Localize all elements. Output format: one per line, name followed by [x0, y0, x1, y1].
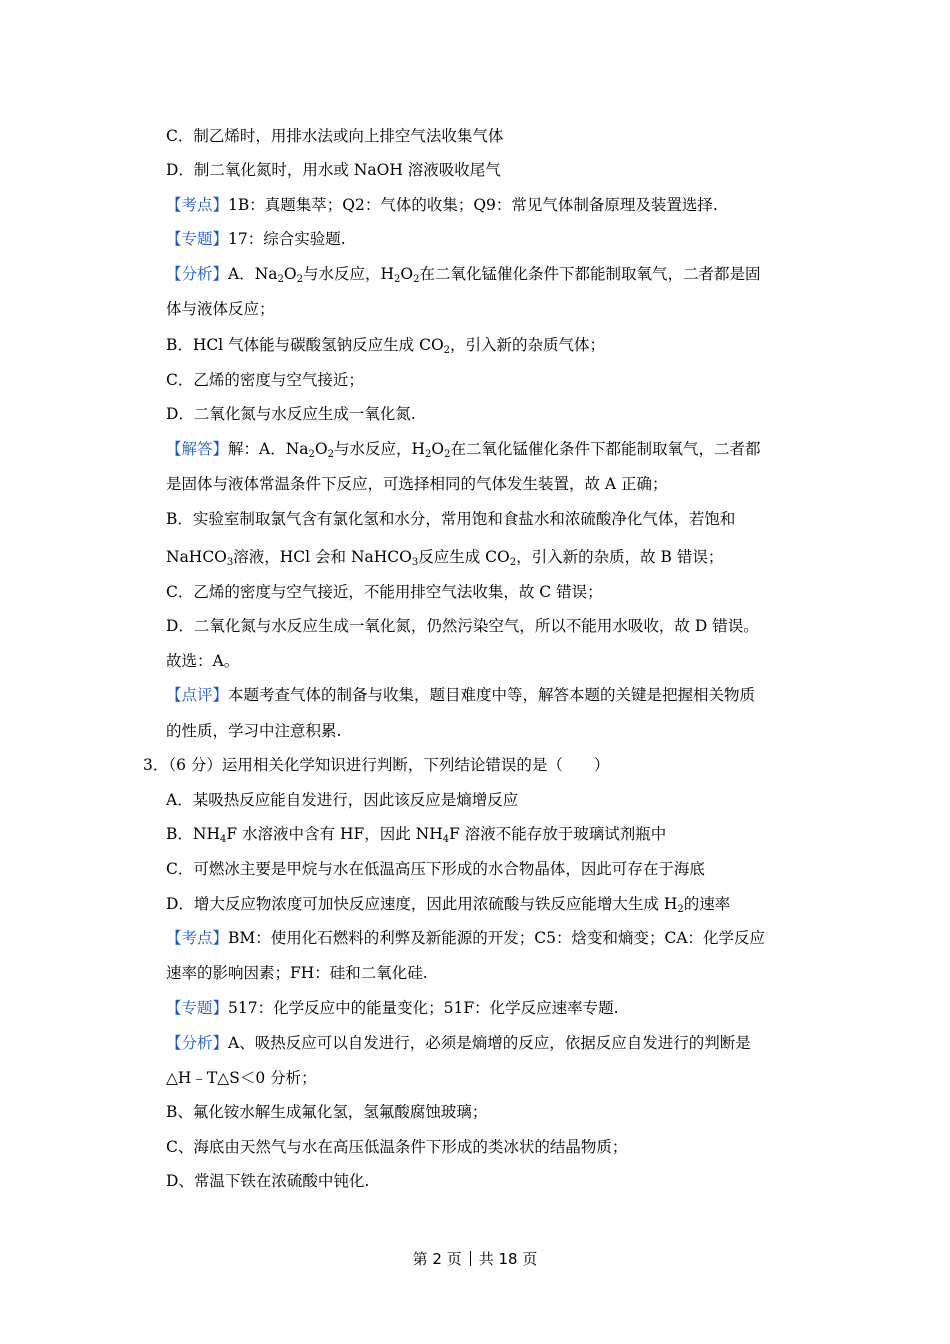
text-run: O: [400, 265, 414, 283]
text-run: 517：化学反应中的能量变化；51F：化学反应速率专题.: [228, 999, 619, 1017]
text-run: 在二氧化锰催化条件下都能制取氧气，二者都是固: [419, 265, 761, 283]
text-run: B、氟化铵水解生成氟化氢，氢氟酸腐蚀玻璃；: [166, 1103, 488, 1121]
text-run: 反应生成 CO: [418, 548, 510, 566]
section-tag: 【解答】: [166, 440, 229, 458]
text-line: [166, 546, 816, 568]
text-run: C、海底由天然气与水在高压低温条件下形成的类冰状的结晶物质；: [166, 1138, 628, 1156]
subscript: 3: [411, 557, 419, 568]
text-run: BM：使用化石燃料的利弊及新能源的开发；C5：焓变和熵变；CA：化学反应: [228, 929, 766, 947]
text-run: 速率的影响因素；FH：硅和二氧化硅.: [166, 964, 428, 982]
text-line: [166, 1136, 816, 1158]
text-run: O: [283, 265, 297, 283]
text-line: [166, 1032, 816, 1054]
text-line: [166, 1170, 816, 1192]
text-run: O: [431, 440, 445, 458]
text-run: ，引入新的杂质，故 B 错误；: [516, 548, 724, 566]
text-line: [166, 962, 816, 984]
text-run: 与水反应，H: [302, 265, 395, 283]
text-run: B．NH: [166, 825, 220, 843]
total-pages: 共 18 页: [478, 1250, 538, 1268]
subscript: 4: [219, 834, 227, 845]
text-run: C．制乙烯时，用排水法或向上排空气法收集气体: [166, 127, 504, 145]
subscript: 2: [277, 274, 284, 285]
text-run: O: [314, 440, 328, 458]
page-footer: [0, 1248, 950, 1269]
text-run: D．制二氧化氮时，用水或 NaOH 溶液吸收尾气: [166, 161, 501, 179]
text-line: [166, 228, 816, 250]
text-line: [166, 684, 816, 706]
subscript: 2: [308, 449, 315, 460]
text-line: [166, 1101, 816, 1123]
text-run: B．实验室制取氯气含有氯化氢和水分，常用饱和食盐水和浓硫酸净化气体，若饱和: [166, 510, 736, 528]
text-run: 体与液体反应；: [166, 300, 275, 318]
section-tag: 【点评】: [166, 686, 229, 704]
text-run: D、常温下铁在浓硫酸中钝化.: [166, 1172, 370, 1190]
text-run: A．Na: [228, 265, 278, 283]
text-run: D．二氧化氮与水反应生成一氧化氮.: [166, 405, 416, 423]
text-line: [166, 125, 816, 147]
text-run: 是固体与液体常温条件下反应，可选择相同的气体发生装置，故 A 正确；: [166, 475, 668, 493]
subscript: 2: [327, 449, 334, 460]
text-run: C．乙烯的密度与空气接近，不能用排空气法收集，故 C 错误；: [166, 583, 603, 601]
subscript: 2: [296, 274, 303, 285]
text-run: 1B：真题集萃；Q2：气体的收集；Q9：常见气体制备原理及装置选择.: [228, 196, 718, 214]
text-run: △H﹣T△S＜0 分析；: [166, 1069, 317, 1087]
text-run: C．可燃冰主要是甲烷与水在低温高压下形成的水合物晶体，因此可存在于海底: [166, 860, 705, 878]
text-line: [166, 720, 816, 742]
text-line: [166, 298, 816, 320]
subscript: 4: [442, 834, 450, 845]
text-run: 的性质，学习中注意积累.: [166, 722, 342, 740]
text-run: D．增大反应物浓度可加快反应速度，因此用浓硫酸与铁反应能增大生成 H: [166, 895, 678, 913]
section-tag: 【分析】: [166, 265, 229, 283]
text-line: [166, 334, 816, 356]
text-line: [166, 369, 816, 391]
text-run: 解：A．Na: [228, 440, 309, 458]
text-run: NaHCO: [166, 548, 227, 566]
section-tag: 【考点】: [166, 929, 229, 947]
subscript: 2: [425, 449, 432, 460]
text-line: [166, 650, 816, 672]
text-run: A．某吸热反应能自发进行，因此该反应是熵增反应: [166, 791, 519, 809]
text-run: 本题考查气体的制备与收集，题目难度中等，解答本题的关键是把握相关物质: [228, 686, 756, 704]
text-run: D．二氧化氮与水反应生成一氧化氮，仍然污染空气，所以不能用水吸收，故 D 错误。: [166, 617, 759, 635]
text-run: B．HCl 气体能与碳酸氢钠反应生成 CO: [166, 336, 444, 354]
text-run: 与水反应，H: [333, 440, 426, 458]
text-line: [166, 927, 816, 949]
text-line: [143, 754, 793, 776]
text-line: [166, 789, 816, 811]
text-line: [166, 1067, 816, 1089]
text-line: [166, 581, 816, 603]
text-line: [166, 159, 816, 181]
text-line: [166, 438, 816, 460]
text-run: 的速率: [683, 895, 731, 913]
subscript: 3: [226, 557, 234, 568]
text-line: [166, 893, 816, 915]
text-run: ，引入新的杂质气体；: [450, 336, 606, 354]
text-line: [166, 997, 816, 1019]
subscript: 2: [677, 904, 684, 915]
text-line: [166, 615, 816, 637]
text-run: 17：综合实验题.: [228, 230, 346, 248]
text-line: [166, 858, 816, 880]
section-tag: 【专题】: [166, 230, 229, 248]
text-run: 在二氧化锰催化条件下都能制取氧气，二者都: [450, 440, 761, 458]
subscript: 2: [443, 345, 451, 356]
text-run: F 溶液不能存放于玻璃试剂瓶中: [449, 825, 667, 843]
text-line: [166, 403, 816, 425]
text-line: [166, 194, 816, 216]
text-line: [166, 823, 816, 845]
text-run: C．乙烯的密度与空气接近；: [166, 371, 364, 389]
text-line: [166, 263, 816, 285]
text-run: 故选：A。: [166, 652, 240, 670]
subscript: 2: [413, 274, 420, 285]
text-run: F 水溶液中含有 HF，因此 NH: [226, 825, 443, 843]
subscript: 2: [509, 557, 517, 568]
text-line: [166, 473, 816, 495]
text-run: A、吸热反应可以自发进行，必须是熵增的反应，依据反应自发进行的判断是: [228, 1034, 751, 1052]
section-tag: 【考点】: [166, 196, 229, 214]
section-tag: 【分析】: [166, 1034, 229, 1052]
section-tag: 【专题】: [166, 999, 229, 1017]
text-run: 溶液，HCl 会和 NaHCO: [233, 548, 412, 566]
footer-divider: [470, 1251, 471, 1266]
text-run: 3．（6 分）运用相关化学知识进行判断，下列结论错误的是（ ）: [143, 756, 610, 774]
subscript: 2: [394, 274, 401, 285]
page-number: 第 2 页: [412, 1250, 462, 1268]
text-line: [166, 508, 816, 530]
subscript: 2: [444, 449, 451, 460]
